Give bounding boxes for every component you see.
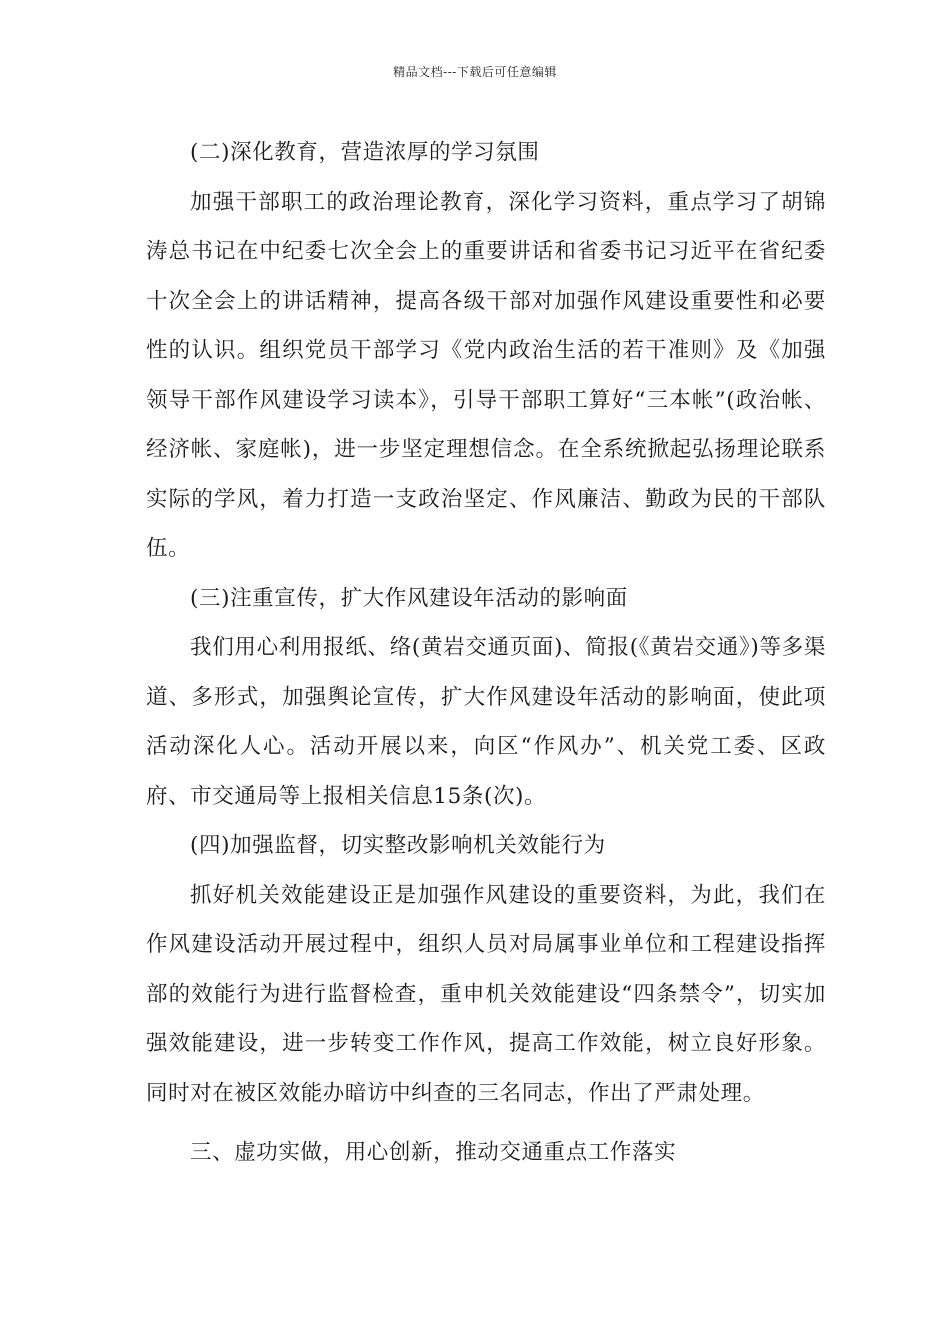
- section-heading-2: (二)深化教育，营造浓厚的学习氛围: [190, 140, 540, 165]
- spacer: [146, 1118, 826, 1128]
- section-heading-3: (三)注重宣传，扩大作风建设年活动的影响面: [190, 585, 628, 611]
- section-paragraph-4: 抓好机关效能建设正是加强作风建设的重要资料，为此，我们在作风建设活动开展过程中，组织人员对局属事业单位和工程建设指挥部的效能行为进行监督检查，重申机关效能建设“四条禁令”，切实加强效能建设，进一步转变工作作风，提高工作效能，树立良好形象。同时对在被区效能办暗访中纠查的三名同志，作出了严肃处理。: [146, 882, 826, 1106]
- document-body: [146, 128, 826, 1178]
- page-header: 精品文档---下载后可任意编辑: [393, 65, 557, 79]
- section-heading-4: (四)加强监督，切实整改影响机关效能行为: [190, 833, 606, 858]
- section-paragraph-3: 我们用心利用报纸、络(黄岩交通页面)、简报(《黄岩交通》)等多渠道、多形式，加强舆论宣传，扩大作风建设年活动的影响面，使此项活动深化人心。活动开展以来，向区“作风办”、机关党工委、区政府、市交通局等上报相关信息15条(次)。: [146, 635, 826, 809]
- section-paragraph-2: 加强干部职工的政治理论教育，深化学习资料，重点学习了胡锦涛总书记在中纪委七次全会上的重要讲话和省委书记习近平在省纪委十次全会上的讲话精神，提高各级干部对加强作风建设重要性和必要性的认识。组织党员干部学习《党内政治生活的若干准则》及《加强领导干部作风建设学习读本》，引导干部职工算好“三本帐”(政治帐、经济帐、家庭帐)，进一步坚定理想信念。在全系统掀起弘扬理论联系实际的学风，着力打造一支政治坚定、作风廉洁、勤政为民的干部队伍。: [146, 189, 826, 561]
- chapter-heading-3: 三、虚功实做，用心创新，推动交通重点工作落实: [190, 1140, 677, 1165]
